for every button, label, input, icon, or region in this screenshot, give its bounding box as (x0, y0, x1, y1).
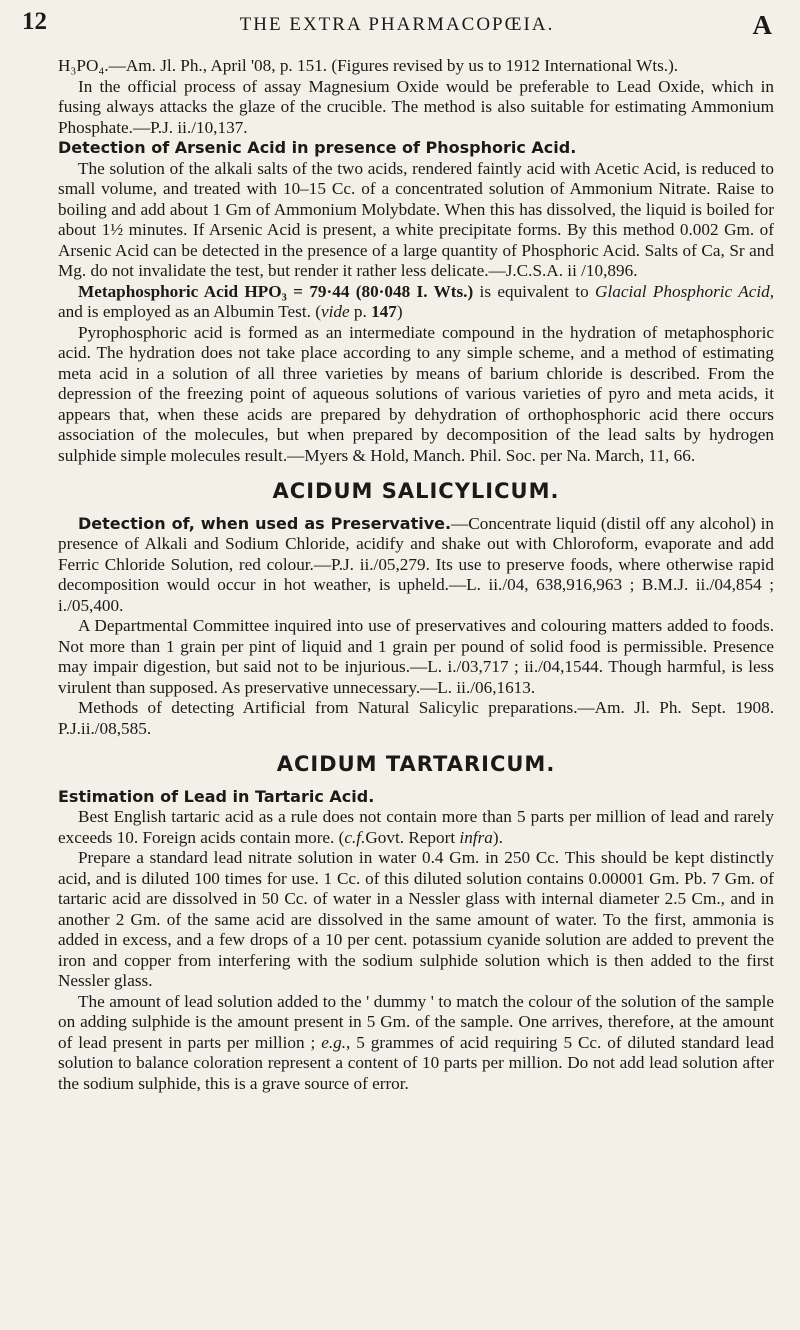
estimation-heading: Estimation of Lead in Tartaric Acid. (58, 786, 375, 806)
page-number: 12 (22, 8, 47, 35)
running-title: THE EXTRA PHARMACOPŒIA. (239, 14, 555, 35)
preservative-heading: Detection of, when used as Preservative. (78, 513, 452, 533)
preservative-paragraph: Detection of, when used as Preservative.—Concentrate liquid (distil off any alcohol) in presence of Alkali and Sodium Chloride, acidify and shake out with Chloroform, evaporate and add Ferric Chloride Solution, red colour.—P.J. ii./05,279. Its use to preserve foods, where otherwise rapid decomposition would occur in hot weather, is upheld.—L. ii./04, 638,916,963 ; B.M.J. ii./04,854 ; i./05,400. (58, 513, 774, 615)
formula-reference: H₃PO₄.—Am. Jl. Ph., April '08, p. 151. (Figures revised by us to 1912 International Wts.). (58, 56, 679, 75)
tartaric-paragraph-1: Best English tartaric acid as a rule does not contain more than 5 parts per million of lead and rarely exceeds 10. Foreign acids contain more. (c.f.Govt. Report infra). (58, 807, 774, 847)
section-title-salicylicum: ACIDUM SALICYLICUM. (272, 479, 560, 503)
tartaric-paragraph-2: Prepare a standard lead nitrate solution in water 0.4 Gm. in 250 Cc. This should be kept distinctly acid, and is diluted 100 times for use. 1 Cc. of this diluted solution contains 0.00001 Gm. Pb. 7 Gm. of tartaric acid are dissolved in 50 Cc. of water in a Nessler glass with internal diameter 2.5 Cm., and in another 2 Gm. of the same acid are dissolved in the same amount of water. To the first, ammonia is added in excess, and a few drops of a 10 per cent. potassium cyanide solution are added to prevent the iron and copper from interfering with the sodium sulphide solution which is then added to the first Nessler glass. (58, 848, 774, 990)
pyrophosphoric-paragraph: Pyrophosphoric acid is formed as an intermediate compound in the hydration of metaphosphoric acid. The hydration does not take place according to any simple scheme, and a method of estimating meta acid in a solution of all three varieties by means of barium chloride is described. From the depression of the freezing point of aqueous solutions of various varieties of pyro and meta acids, it appears that, when these acids are prepared by dehydration of orthophosphoric acid there occurs association of the molecules, but when prepared by decomposition of the lead salts by hydrogen sulphide simple molecules result.—Myers & Hold, Manch. Phil. Soc. per Na. March, 11, 66. (58, 322, 774, 465)
page-reference: 147 (371, 302, 397, 321)
arsenic-text: The solution of the alkali salts of the two acids, rendered faintly acid with Acetic Acid, is reduced to small volume, and treated with 10–15 Cc. of a concentrated solution of Ammonium Nitrate. Raise to boiling and add about 1 Gm of Ammonium Molybdate. When this has dissolved, the liquid is boiled for about 1½ minutes. If Arsenic Acid is present, a white precipitate forms. By this method 0.002 Gm. of Arsenic Acid can be detected in the presence of a large quantity of Phosphoric Acid. Salts of Ca, Sr and Mg. do not invalidate the test, but render it rather less delicate.—J.C.S.A. ii /10,896. (58, 158, 774, 280)
section-title-tartaricum: ACIDUM TARTARICUM. (276, 752, 556, 776)
running-header (22, 8, 772, 44)
methods-paragraph: Methods of detecting Artificial from Natural Salicylic preparations.—Am. Jl. Ph. Sept. 1908. P.J.ii./08,585. (58, 698, 774, 738)
page-body (58, 56, 774, 1094)
metaphosphoric-paragraph: Metaphosphoric Acid HPO₃ = 79·44 (80·048 I. Wts.) is equivalent to Glacial Phosphoric Acid, and is employed as an Albumin Test. (vide p. 147) (58, 281, 775, 321)
tartaric-paragraph-3: The amount of lead solution added to the ' dummy ' to match the colour of the solution of the sample on adding sulphide is the amount present in 5 Gm. of the sample. One arrives, therefore, at the amount of lead present in parts per million ; e.g., 5 grammes of acid requiring 5 Cc. of diluted standard lead solution to balance coloration represent a content of 10 parts per million. Do not add lead solution after the sodium sulphide, this is a grave source of error. (58, 991, 774, 1093)
committee-paragraph: A Departmental Committee inquired into use of preservatives and colouring matters added to foods. Not more than 1 grain per pint of liquid and 1 grain per pound of solid food is permissible. Presence may impair digestion, but said not to be injurious.—L. i./03,717 ; ii./04,1544. Though harmful, is less virulent than supposed. As preservative unnecessary.—L. ii./06,1613. (58, 616, 774, 697)
assay-note: In the official process of assay Magnesium Oxide would be preferable to Lead Oxide, which in fusing always attacks the glaze of the crucible. The method is also suitable for estimating Ammonium Phosphate.—P.J. ii./10,137. (58, 76, 774, 137)
section-letter: A (752, 10, 772, 40)
arsenic-heading: Detection of Arsenic Acid in presence of Phosphoric Acid. (58, 138, 577, 157)
metaphosphoric-heading: Metaphosphoric Acid HPO₃ = 79·44 (80·048 I. Wts.) (78, 281, 474, 301)
